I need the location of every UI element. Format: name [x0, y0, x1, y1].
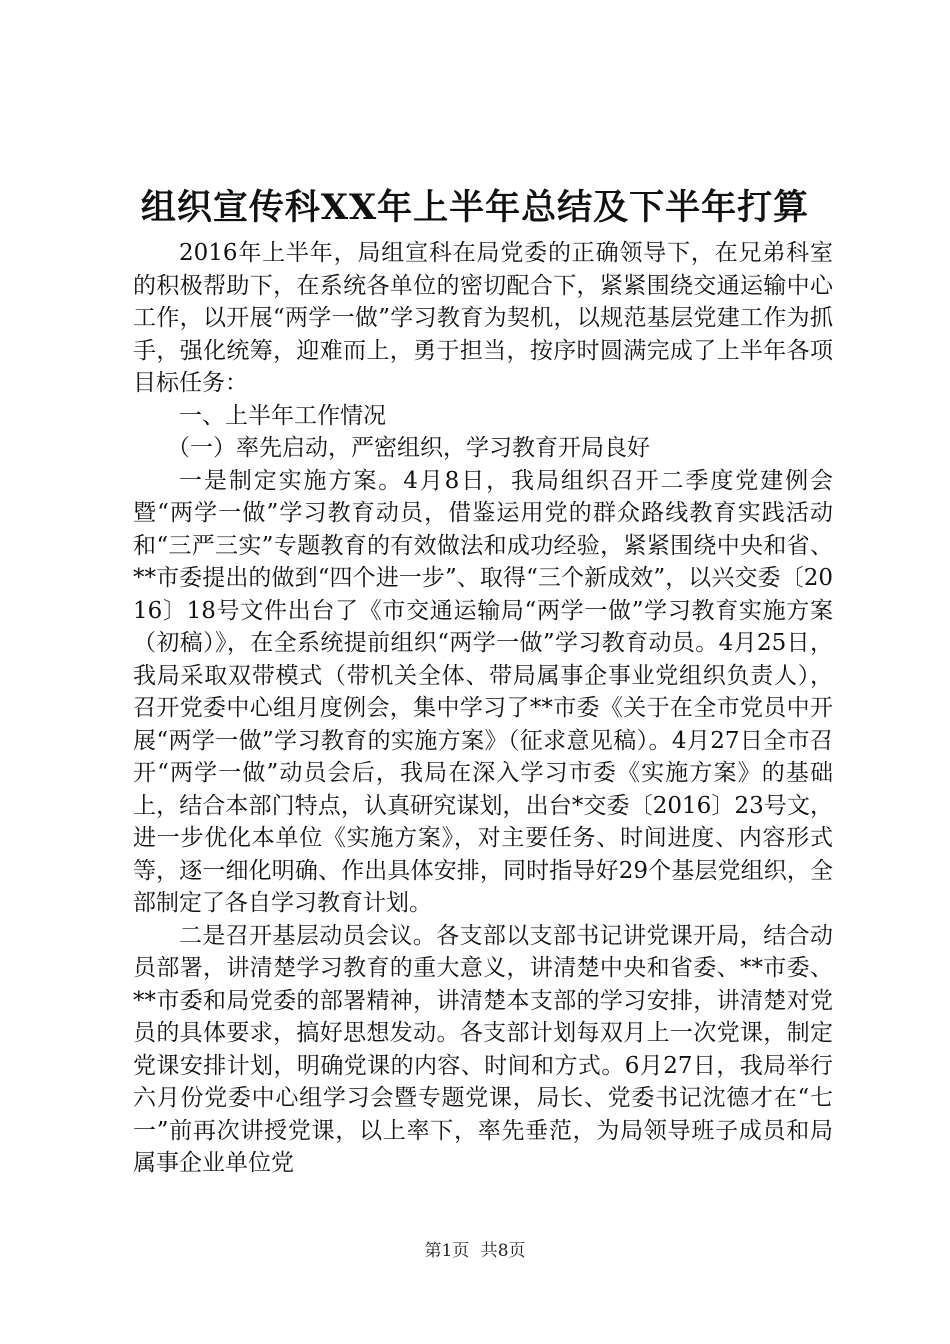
document-body	[133, 237, 833, 1180]
intro-paragraph: 2016年上半年，局组宣科在局党委的正确领导下，在兄弟科室的积极帮助下，在系统各单位的密切配合下，紧紧围绕交通运输中心工作，以开展“两学一做”学习教育为契机，以规范基层党建工作为抓手，强化统筹，迎难而上，勇于担当，按序时圆满完成了上半年各项目标任务：	[133, 240, 833, 396]
subsection-heading: （一）率先启动，严密组织，学习教育开局良好	[167, 435, 650, 461]
page-footer	[0, 1239, 950, 1263]
page-number: 第1页	[424, 1241, 470, 1261]
section-heading: 一、上半年工作情况	[179, 402, 386, 429]
body-paragraph: 一是制定实施方案。4月8日，我局组织召开二季度党建例会暨“两学一做”学习教育动员，借鉴运用党的群众路线教育实践活动和“三严三实”专题教育的有效做法和成功经验，紧紧围绕中央和省、**市委提出的做到“四个进一步”、取得“三个新成效”，以兴交委〔2016〕18号文件出台了《市交通运输局“两学一做”学习教育实施方案（初稿）》，在全系统提前组织“两学一做”学习教育动员。4月25日，我局采取双带模式（带机关全体、带局属事企事业党组织负责人），召开党委中心组月度例会，集中学习了**市委《关于在全市党员中开展“两学一做”学习教育的实施方案》（征求意见稿）。4月27日全市召开“两学一做”动员会后，我局在深入学习市委《实施方案》的基础上，结合本部门特点，认真研究谋划，出台*交委〔2016〕23号文，进一步优化本单位《实施方案》，对主要任务、时间进度、内容形式等，逐一细化明确、作出具体安排，同时指导好29个基层党组织，全部制定了各自学习教育计划。	[133, 467, 833, 916]
document-title: 组织宣传科XX年上半年总结及下半年打算	[140, 187, 810, 228]
body-paragraph: 二是召开基层动员会议。各支部以支部书记讲党课开局，结合动员部署，讲清楚学习教育的重大意义，讲清楚中央和省委、**市委、**市委和局党委的部署精神，讲清楚本支部的学习安排，讲清楚对党员的具体要求，搞好思想发动。各支部计划每双月上一次党课，制定党课安排计划，明确党课的内容、时间和方式。6月27日，我局举行六月份党委中心组学习会暨专题党课，局长、党委书记沈德才在“七一”前再次讲授党课，以上率下，率先垂范，为局领导班子成员和局属事企业单位党	[133, 922, 833, 1176]
page-total: 共8页	[480, 1241, 526, 1261]
